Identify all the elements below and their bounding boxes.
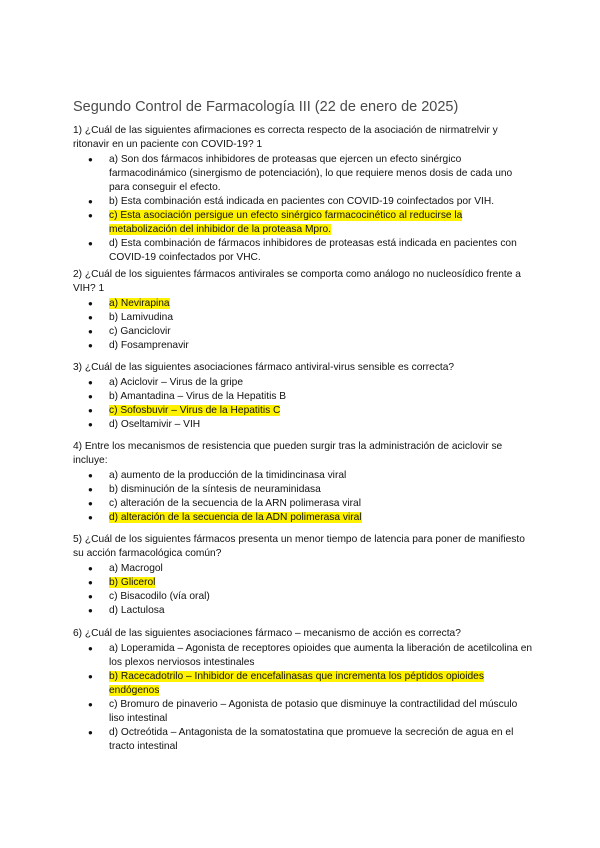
option-item (73, 511, 533, 525)
highlighted-option-text: b) Glicerol (109, 577, 156, 588)
option-text: d) Fosamprenavir (109, 340, 189, 351)
question-block (73, 627, 533, 754)
question-text: 1) ¿Cuál de las siguientes afirmaciones es correcta respecto de la asociación de nirmatrelvir y ritonavir en un paciente con COVID-19? 1 (73, 125, 498, 150)
question-block (73, 533, 533, 618)
option-item (73, 590, 533, 604)
bullet-icon: ● (88, 155, 93, 164)
question-block (73, 124, 533, 265)
bullet-icon: ● (88, 606, 93, 615)
bullet-icon: ● (88, 513, 93, 522)
option-list (73, 469, 533, 525)
option-text: c) Ganciclovir (109, 326, 171, 337)
option-item (73, 237, 533, 265)
bullet-icon: ● (88, 672, 93, 681)
bullet-icon: ● (88, 485, 93, 494)
bullet-icon: ● (88, 644, 93, 653)
option-text: a) aumento de la producción de la timidincinasa viral (109, 470, 347, 481)
question-block (73, 440, 533, 525)
option-list (73, 562, 533, 618)
question-block (73, 268, 533, 353)
option-item (73, 670, 533, 698)
option-item (73, 209, 533, 237)
option-item (73, 153, 533, 195)
question-text: 6) ¿Cuál de las siguientes asociaciones fármaco – mecanismo de acción es correcta? (73, 628, 461, 639)
bullet-icon: ● (88, 406, 93, 415)
option-text: b) Esta combinación está indicada en pacientes con COVID-19 coinfectados por VIH. (109, 196, 495, 207)
option-text: a) Loperamida – Agonista de receptores opioides que aumenta la liberación de acetilcolina en los plexos nerviosos intestinales (109, 643, 533, 668)
option-list (73, 153, 533, 265)
bullet-icon: ● (88, 700, 93, 709)
bullet-icon: ● (88, 392, 93, 401)
option-item (73, 325, 533, 339)
option-text: b) disminución de la síntesis de neuraminidasa (109, 484, 321, 495)
option-item (73, 404, 533, 418)
highlighted-option-text: a) Nevirapina (109, 298, 170, 309)
option-item (73, 418, 533, 432)
bullet-icon: ● (88, 313, 93, 322)
bullet-icon: ● (88, 471, 93, 480)
option-text: d) Oseltamivir – VIH (109, 419, 201, 430)
highlighted-option-text: d) alteración de la secuencia de la ADN polimerasa viral (109, 512, 362, 523)
bullet-icon: ● (88, 378, 93, 387)
bullet-icon: ● (88, 592, 93, 601)
option-item (73, 726, 533, 754)
option-text: b) Lamivudina (109, 312, 173, 323)
option-item (73, 311, 533, 325)
option-item (73, 390, 533, 404)
question-text: 3) ¿Cuál de las siguientes asociaciones fármaco antiviral-virus sensible es correcta? (73, 362, 455, 373)
option-text: a) Macrogol (109, 563, 163, 574)
option-item (73, 376, 533, 390)
option-item (73, 195, 533, 209)
bullet-icon: ● (88, 420, 93, 429)
document-title: Segundo Control de Farmacología III (22 de enero de 2025) (73, 99, 459, 115)
option-text: c) alteración de la secuencia de la ARN polimerasa viral (109, 498, 361, 509)
option-text: d) Octreótida – Antagonista de la somatostatina que promueve la secreción de agua en el tracto intestinal (109, 727, 514, 752)
option-item (73, 604, 533, 618)
bullet-icon: ● (88, 239, 93, 248)
option-item (73, 497, 533, 511)
bullet-icon: ● (88, 299, 93, 308)
option-item (73, 469, 533, 483)
option-list (73, 642, 533, 754)
option-text: a) Son dos fármacos inhibidores de proteasas que ejercen un efecto sinérgico farmacodinámico (sinergismo de potenciación), lo que requiere menos dosis de cada uno para conseguir el efecto. (109, 154, 513, 193)
option-text: c) Bisacodilo (vía oral) (109, 591, 210, 602)
option-list (73, 297, 533, 353)
question-text: 4) Entre los mecanismos de resistencia que pueden surgir tras la administración de aciclovir se incluye: (73, 441, 503, 466)
option-item (73, 483, 533, 497)
question-text: 5) ¿Cuál de los siguientes fármacos presenta un menor tiempo de latencia para poner de manifiesto su acción farmacológica común? (73, 534, 525, 559)
option-text: a) Aciclovir – Virus de la gripe (109, 377, 244, 388)
bullet-icon: ● (88, 341, 93, 350)
option-item (73, 698, 533, 726)
bullet-icon: ● (88, 578, 93, 587)
option-text: c) Bromuro de pinaverio – Agonista de potasio que disminuye la contractilidad del músculo liso intestinal (109, 699, 518, 724)
highlighted-option-text: b) Racecadotrilo – Inhibidor de encefalinasas que incrementa los péptidos opioides endógenos (109, 671, 484, 696)
option-item (73, 642, 533, 670)
option-item (73, 562, 533, 576)
option-item (73, 339, 533, 353)
option-text: d) Lactulosa (109, 605, 165, 616)
bullet-icon: ● (88, 197, 93, 206)
bullet-icon: ● (88, 211, 93, 220)
option-list (73, 376, 533, 432)
option-item (73, 576, 533, 590)
highlighted-option-text: c) Sofosbuvir – Virus de la Hepatitis C (109, 405, 281, 416)
option-item (73, 297, 533, 311)
bullet-icon: ● (88, 564, 93, 573)
bullet-icon: ● (88, 327, 93, 336)
question-block (73, 361, 533, 432)
option-text: b) Amantadina – Virus de la Hepatitis B (109, 391, 287, 402)
bullet-icon: ● (88, 499, 93, 508)
highlighted-option-text: c) Esta asociación persigue un efecto sinérgico farmacocinético al reducirse la metabolización del inhibidor de la proteasa Mpro. (109, 210, 463, 235)
option-text: d) Esta combinación de fármacos inhibidores de proteasas está indicada en pacientes con COVID-19 coinfectados por VHC. (109, 238, 517, 263)
bullet-icon: ● (88, 728, 93, 737)
question-text: 2) ¿Cuál de los siguientes fármacos antivirales se comporta como análogo no nucleosídico frente a VIH? 1 (73, 269, 521, 294)
